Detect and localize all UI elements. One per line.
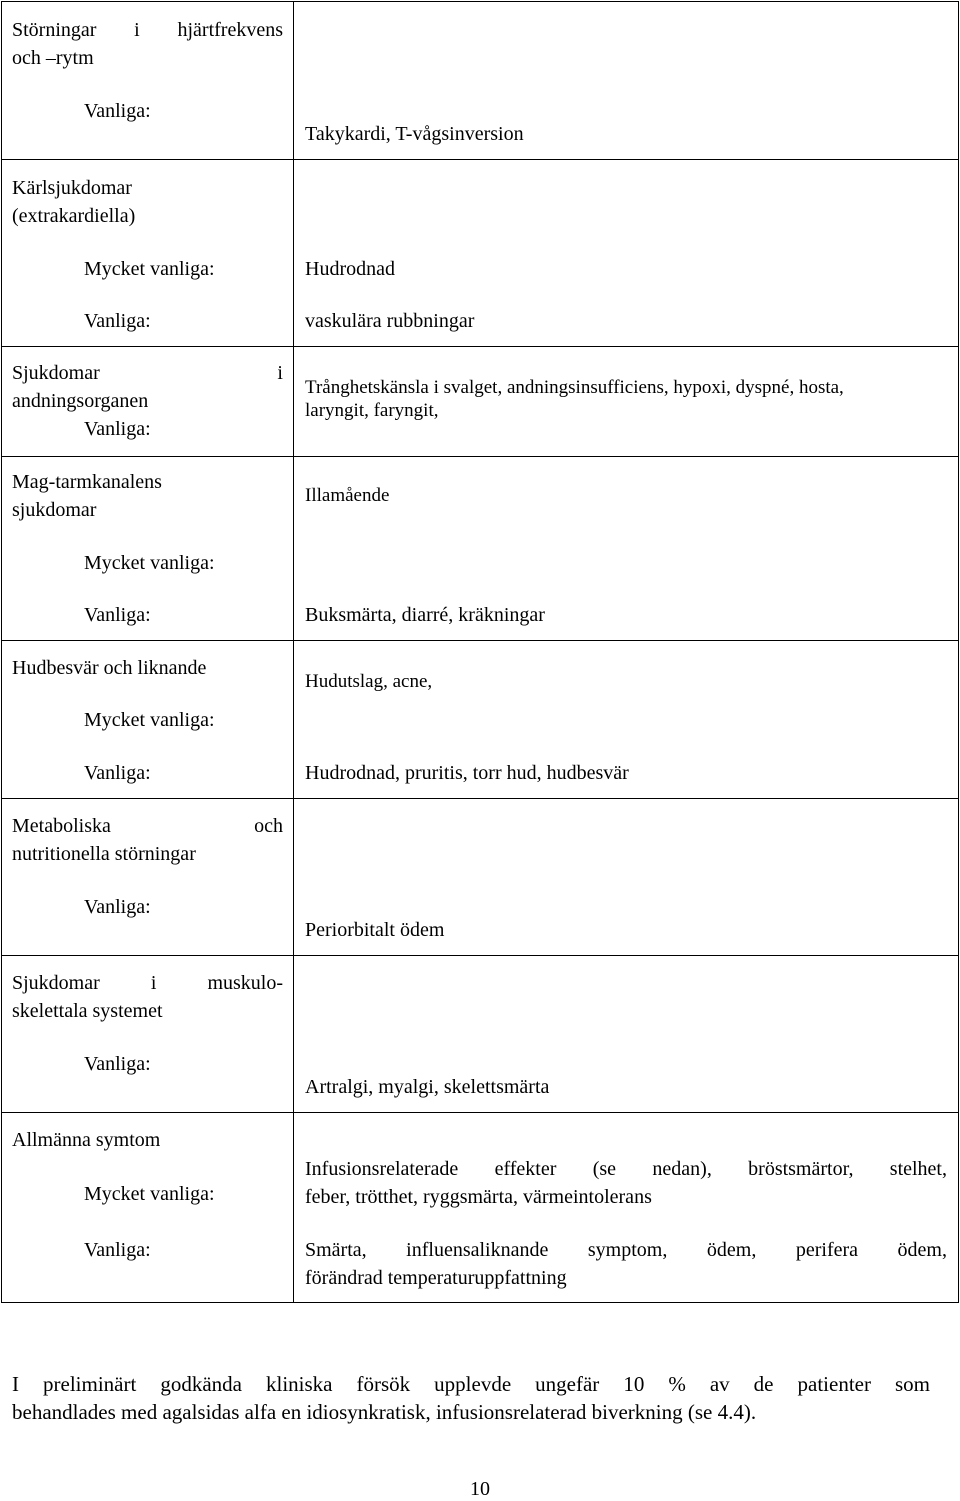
frequency-label: Mycket vanliga:	[84, 552, 215, 574]
frequency-label: Vanliga:	[84, 896, 151, 918]
effect-text: Hudrodnad, pruritis, torr hud, hudbesvär	[305, 762, 629, 784]
effect-text: Trånghetskänsla i svalget, andningsinsufficiens, hypoxi, dyspné, hosta,	[305, 377, 844, 398]
category-label: (extrakardiella)	[12, 205, 136, 227]
frequency-label: Mycket vanliga:	[84, 1183, 215, 1205]
category-label: Hudbesvär och liknande	[12, 657, 207, 679]
body-paragraph	[12, 1370, 930, 1426]
page-number: 10	[470, 1478, 490, 1500]
paragraph-line: I preliminärt godkända kliniska försök upplevde ungefär 10 % av de patienter som	[12, 1372, 930, 1396]
category-label: Mag-tarmkanalens	[12, 471, 162, 493]
effect-text: Hudutslag, acne,	[305, 671, 433, 692]
effect-text: Artralgi, myalgi, skelettsmärta	[305, 1076, 550, 1098]
category-label: sjukdomar	[12, 499, 97, 521]
frequency-label: Vanliga:	[84, 100, 151, 122]
category-label: Sjukdomar i	[12, 362, 283, 384]
effect-text: Takykardi, T-vågsinversion	[305, 123, 524, 145]
category-label: Kärlsjukdomar	[12, 177, 132, 199]
category-label: Metaboliska och	[12, 815, 283, 837]
category-label: Allmänna symtom	[12, 1129, 161, 1151]
frequency-label: Mycket vanliga:	[84, 709, 215, 731]
category-label: nutritionella störningar	[12, 843, 196, 865]
frequency-label: Mycket vanliga:	[84, 258, 215, 280]
category-label: Störningar i hjärtfrekvens	[12, 19, 283, 41]
effect-text: Infusionsrelaterade effekter (se nedan), bröstsmärtor, stelhet,	[305, 1158, 947, 1180]
frequency-label: Vanliga:	[84, 310, 151, 332]
category-label: skelettala systemet	[12, 1000, 163, 1022]
frequency-label: Vanliga:	[84, 418, 151, 440]
frequency-label: Vanliga:	[84, 762, 151, 784]
category-label: andningsorganen	[12, 390, 149, 412]
effect-text: laryngit, faryngit,	[305, 400, 439, 421]
frequency-label: Vanliga:	[84, 1053, 151, 1075]
frequency-label: Vanliga:	[84, 604, 151, 626]
effect-text: Buksmärta, diarré, kräkningar	[305, 604, 545, 626]
frequency-label: Vanliga:	[84, 1239, 151, 1261]
category-label: Sjukdomar i muskulo-	[12, 972, 283, 994]
effect-text: Illamående	[305, 485, 390, 506]
effect-text: Hudrodnad	[305, 258, 395, 280]
category-label: och –rytm	[12, 47, 94, 69]
effect-text: Smärta, influensaliknande symptom, ödem, perifera ödem,	[305, 1239, 947, 1261]
effect-text: vaskulära rubbningar	[305, 310, 475, 332]
effect-text: förändrad temperaturuppfattning	[305, 1267, 567, 1289]
effect-text: feber, trötthet, ryggsmärta, värmeintolerans	[305, 1186, 652, 1208]
effect-text: Periorbitalt ödem	[305, 919, 445, 941]
paragraph-line: behandlades med agalsidas alfa en idiosynkratisk, infusionsrelaterad biverkning (se 4.4).	[12, 1400, 757, 1424]
